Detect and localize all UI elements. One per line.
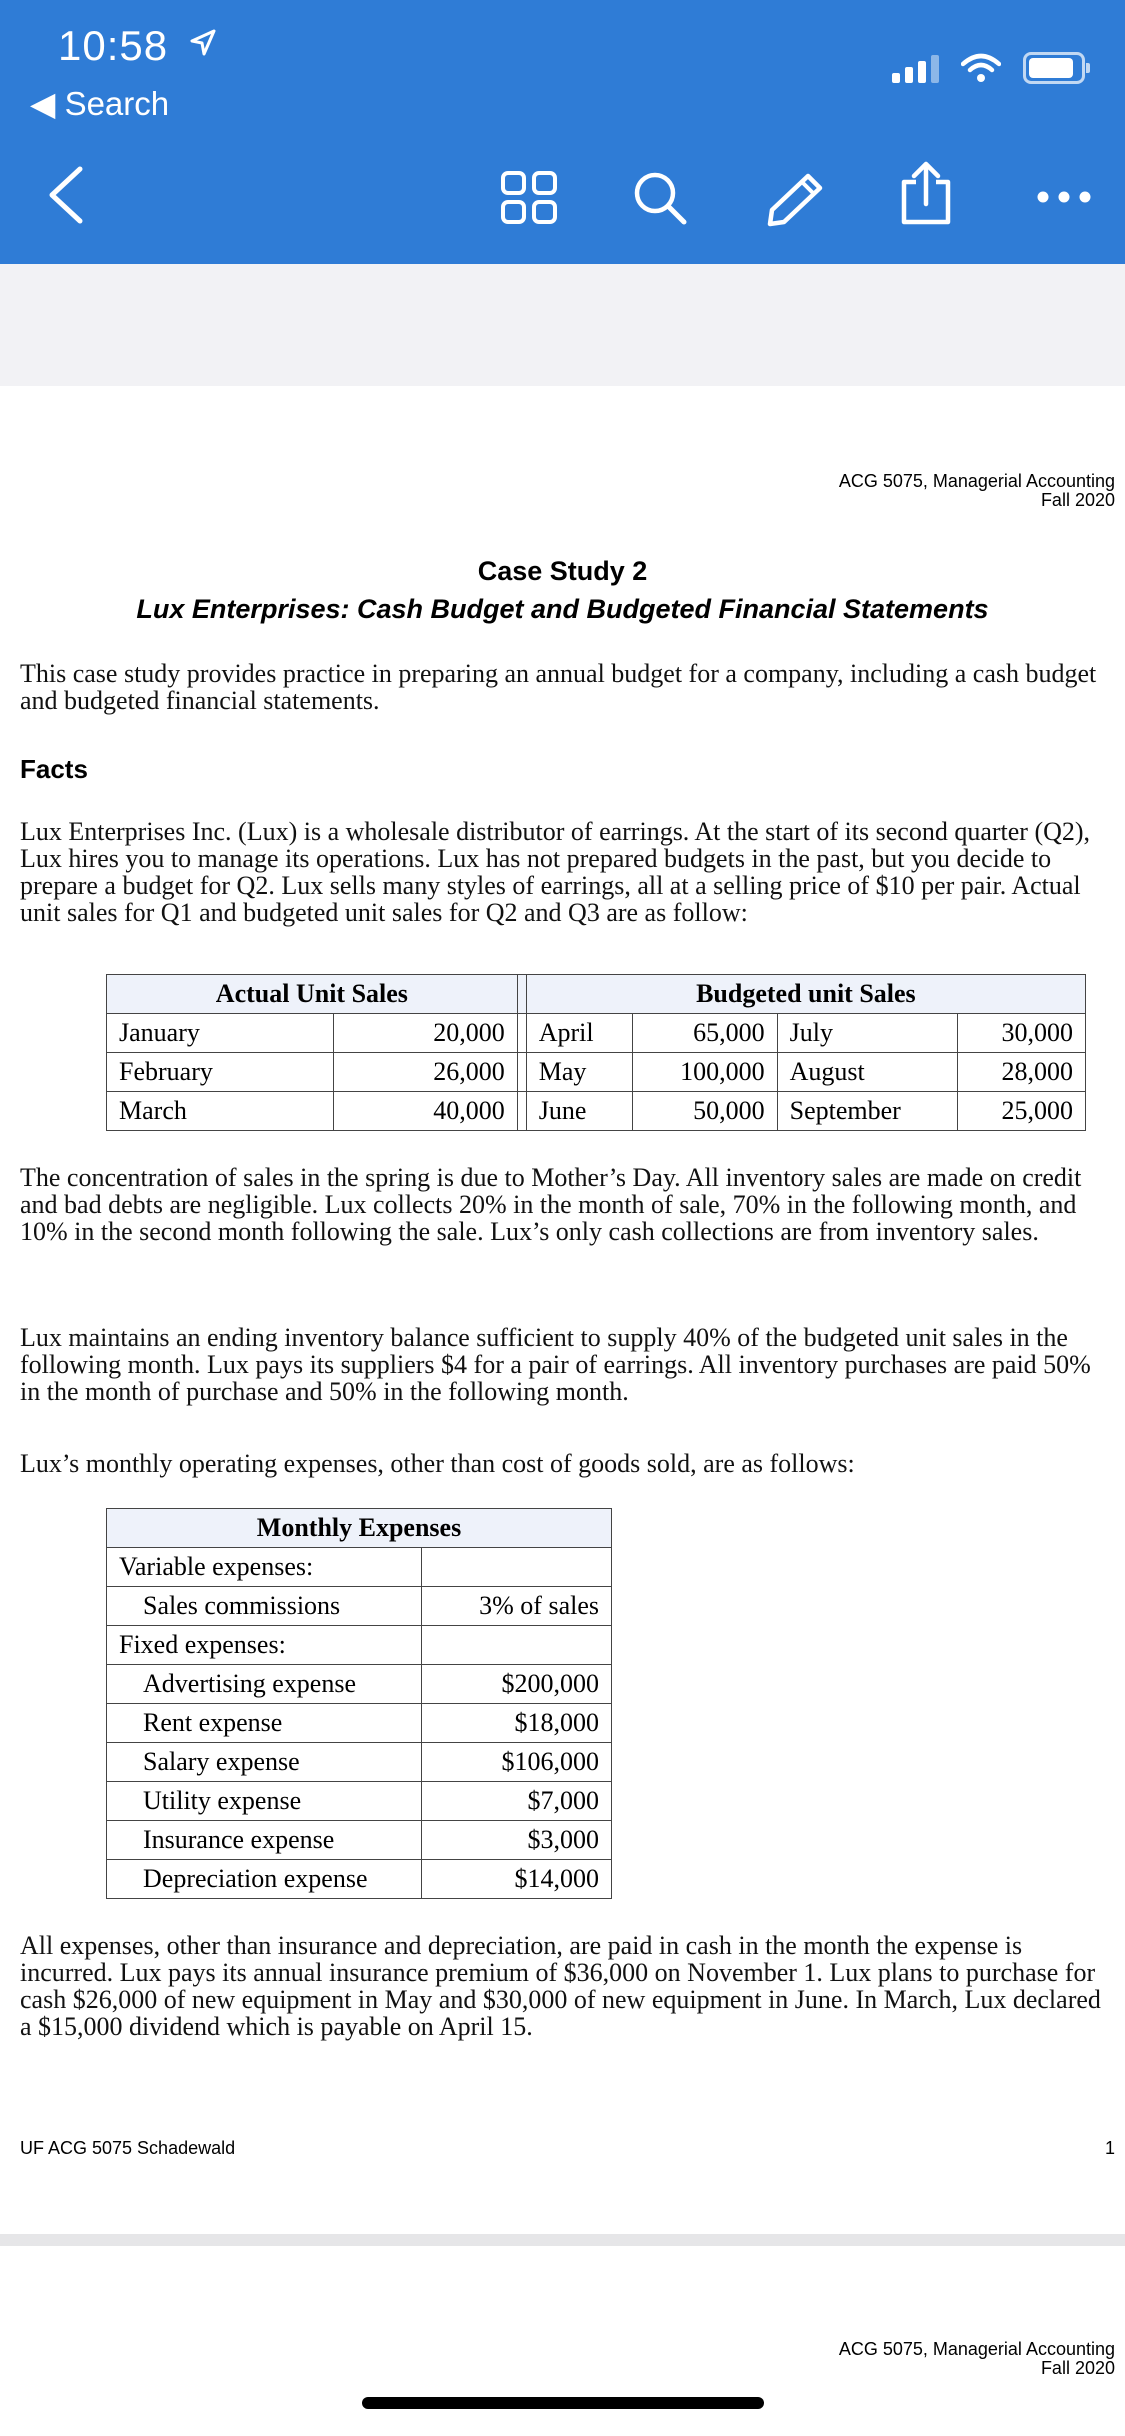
facts-paragraph: Lux Enterprises Inc. (Lux) is a wholesale distributor of earrings. At the start of its second quarter (Q2), Lux hires you to manage its operations. Lux has not prepared budgets in the past, but you decide to prepare a budget for Q2. Lux sells many styles of earrings, all at a selling price of $10 per pair. Actual unit sales for Q1 and budgeted unit sales for Q2 and Q3 are as follow: <box>20 817 1091 927</box>
page-number: 1 <box>1104 2138 1115 2158</box>
table-row <box>107 1821 612 1860</box>
table-row <box>107 1704 612 1743</box>
expense-value: $200,000 <box>422 1665 612 1704</box>
next-header-course: ACG 5075, Managerial Accounting <box>838 2339 1115 2359</box>
month-cell: July <box>777 1014 957 1053</box>
expense-value: $106,000 <box>422 1743 612 1782</box>
sales-cell: 50,000 <box>632 1092 777 1131</box>
table-row <box>107 1014 1086 1053</box>
sales-cell: 100,000 <box>632 1053 777 1092</box>
pencil-icon[interactable] <box>762 170 826 230</box>
expense-label: Advertising expense <box>107 1665 422 1704</box>
sales-cell: 40,000 <box>333 1092 517 1131</box>
payments-paragraph: All expenses, other than insurance and depreciation, are paid in cash in the month the expense is incurred. Lux pays its annual insurance premium of $36,000 on November 1. Lux plans to purchase for cash $26,000 of new equipment in May and $30,000 of new equipment in June. In March, Lux declared a $15,000 dividend which is payable on April 15. <box>20 1931 1101 2041</box>
expense-value: $7,000 <box>422 1782 612 1821</box>
expense-value: $3,000 <box>422 1821 612 1860</box>
document-subtitle: Lux Enterprises: Cash Budget and Budgeted Financial Statements <box>136 594 989 624</box>
expense-label: Insurance expense <box>107 1821 422 1860</box>
top-navigation-bar <box>0 0 1125 264</box>
sales-commissions-label: Sales commissions <box>107 1587 422 1626</box>
table-row <box>107 1053 1086 1092</box>
search-icon[interactable] <box>630 168 690 228</box>
cellular-signal-icon <box>892 53 939 83</box>
table-row <box>107 1665 612 1704</box>
header-course: ACG 5075, Managerial Accounting <box>838 471 1115 491</box>
budgeted-sales-header: Budgeted unit Sales <box>526 975 1085 1014</box>
month-cell: August <box>777 1053 957 1092</box>
back-to-search-link[interactable] <box>30 84 169 123</box>
actual-sales-header: Actual Unit Sales <box>107 975 518 1014</box>
month-cell: March <box>107 1092 334 1131</box>
document-top-margin <box>0 264 1125 386</box>
location-arrow-icon <box>188 28 218 58</box>
month-cell: September <box>777 1092 957 1131</box>
variable-expenses-label: Variable expenses: <box>107 1548 422 1587</box>
sales-cell: 26,000 <box>333 1053 517 1092</box>
table-row <box>107 1092 1086 1131</box>
document-title: Case Study 2 <box>477 556 648 586</box>
expense-value: $14,000 <box>422 1860 612 1899</box>
table-row <box>107 1743 612 1782</box>
intro-paragraph: This case study provides practice in preparing an annual budget for a company, including a cash budget and budgeted financial statements. <box>20 659 1097 715</box>
share-icon[interactable] <box>898 160 954 226</box>
month-cell: May <box>526 1053 632 1092</box>
header-term: Fall 2020 <box>1040 490 1115 510</box>
monthly-expenses-table <box>106 1508 612 1899</box>
facts-heading: Facts <box>20 754 88 784</box>
back-chevron-icon[interactable] <box>44 165 88 225</box>
battery-icon <box>1023 52 1085 84</box>
back-search-label: Search <box>64 85 170 122</box>
sales-cell: 20,000 <box>333 1014 517 1053</box>
status-time: 10:58 <box>58 22 169 69</box>
expense-label: Utility expense <box>107 1782 422 1821</box>
expenses-header: Monthly Expenses <box>107 1509 612 1548</box>
collections-paragraph: The concentration of sales in the spring is due to Mother’s Day. All inventory sales are made on credit and bad debts are negligible. Lux collects 20% in the month of sale, 70% in the following month, and 10% in the second month following the sale. Lux’s only cash collections are from inventory sales. <box>20 1163 1082 1246</box>
sales-cell: 28,000 <box>958 1053 1086 1092</box>
next-header-term: Fall 2020 <box>1040 2358 1115 2378</box>
unit-sales-table <box>106 974 1086 1131</box>
month-cell: January <box>107 1014 334 1053</box>
expense-label: Salary expense <box>107 1743 422 1782</box>
expense-value: $18,000 <box>422 1704 612 1743</box>
month-cell: June <box>526 1092 632 1131</box>
sales-commissions-value: 3% of sales <box>422 1587 612 1626</box>
grid-icon[interactable] <box>500 170 560 226</box>
expenses-intro-paragraph: Lux’s monthly operating expenses, other than cost of goods sold, are as follows: <box>20 1449 855 1478</box>
table-row <box>107 1860 612 1899</box>
sales-cell: 25,000 <box>958 1092 1086 1131</box>
page-header <box>839 472 1115 510</box>
expense-label: Rent expense <box>107 1704 422 1743</box>
inventory-paragraph: Lux maintains an ending inventory balance sufficient to supply 40% of the budgeted unit sales in the following month. Lux pays its suppliers $4 for a pair of earrings. All inventory purchases are paid 50% in the month of purchase and 50% in the following month. <box>20 1323 1091 1406</box>
expense-label: Depreciation expense <box>107 1860 422 1899</box>
page-separator <box>0 2234 1125 2246</box>
page-footer-left: UF ACG 5075 Schadewald <box>20 2138 236 2158</box>
sales-cell: 65,000 <box>632 1014 777 1053</box>
wifi-icon <box>961 53 1001 83</box>
fixed-expenses-label: Fixed expenses: <box>107 1626 422 1665</box>
back-triangle-icon: ◀︎ <box>30 85 56 122</box>
sales-cell: 30,000 <box>958 1014 1086 1053</box>
month-cell: April <box>526 1014 632 1053</box>
more-icon[interactable] <box>1036 190 1092 204</box>
month-cell: February <box>107 1053 334 1092</box>
next-page-header <box>839 2340 1115 2378</box>
home-indicator[interactable] <box>362 2397 764 2409</box>
status-indicators <box>892 52 1085 84</box>
table-row <box>107 1782 612 1821</box>
